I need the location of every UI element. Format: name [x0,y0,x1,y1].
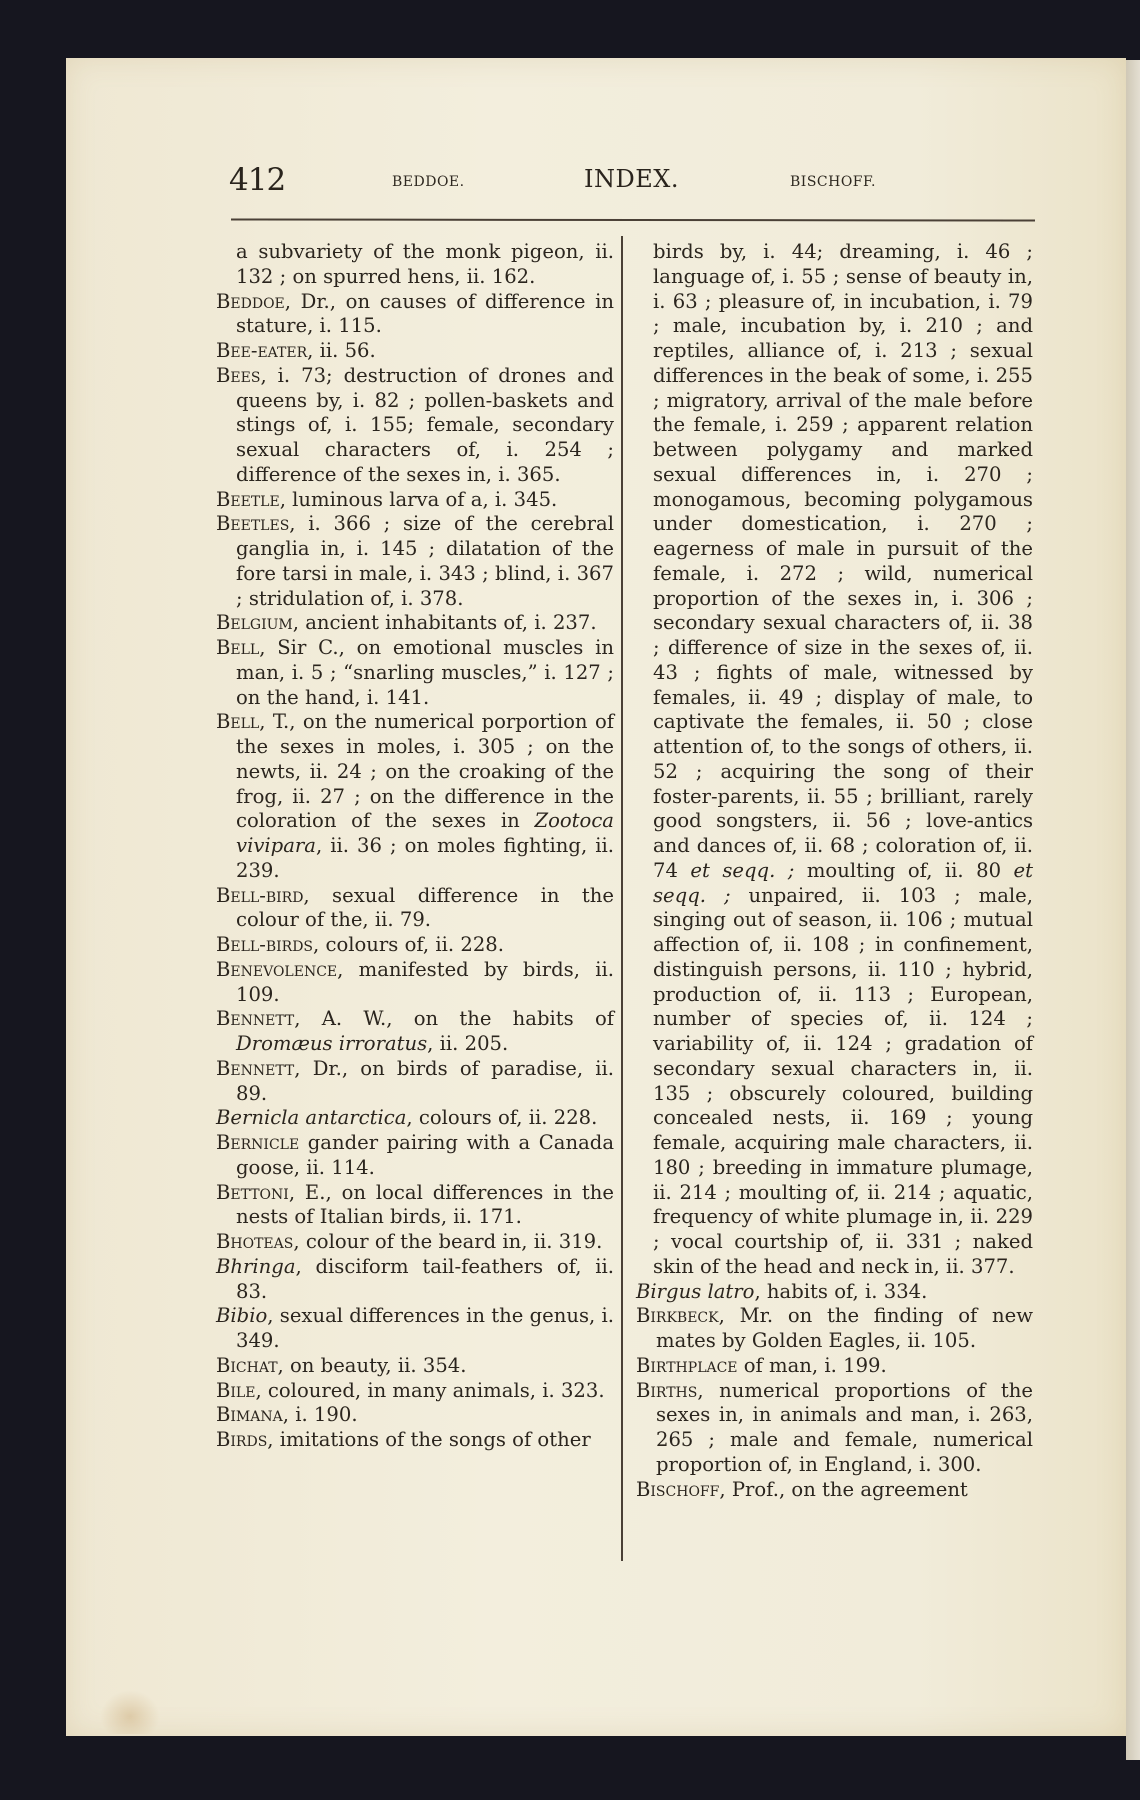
entry-heading: Bile [216,1378,256,1402]
entry-text: , ancient inhabitants of, i. 237. [292,611,597,635]
entry-heading: Bischoff [636,1477,720,1501]
entry-text: , coloured, in many animals, i. 323. [255,1378,605,1402]
entry-heading: Beetles [216,512,290,536]
entry-heading: Bichat [216,1353,278,1377]
entry-heading: Bell-birds [216,933,314,956]
text-run: birds by, i. 44; dreaming, i. 46 ; language of, i. 55 ; sense of beauty in, i. 63 ; pleasure of, in incubation, i. 79 ; male, incubation by, i. 210 ; and reptiles, alliance of, i. 213 ; sexual differences in the beak of some, i. 255 ; migratory, arrival of the male before the female, i. 259 ; apparent relation between polygamy and marked sexual differences in, i. 270 ; monogamous, becoming polygamous under domestication, i. 270 ; eagerness of male in pursuit of the female, i. 272 ; wild, numerical proportion of the sexes in, i. 306 ; secondary sexual characters of, ii. 38 ; difference of size in the sexes of, ii. 43 ; fights of male, witnessed by females, ii. 49 ; display of male, to captivate the females, ii. 50 ; close attention of, to the songs of others, ii. 52 ; acquiring the song of their foster-parents, ii. 55 ; brilliant, rarely good songsters, ii. 56 ; love-antics and dances of, ii. 68 ; coloration of, ii. 74 [653,240,1033,882]
index-entry [216,1131,614,1181]
index-entry [216,1255,614,1305]
index-entry [216,1428,614,1453]
entry-heading: Bees [216,363,261,387]
entry-heading: Birthplace [636,1353,738,1377]
index-entry [216,611,614,636]
index-entry [216,933,614,958]
entry-text: gander pairing with a Canada goose, ii. 114. [236,1131,614,1179]
entry-heading: Bee-eater [216,339,308,362]
index-entry [216,1304,614,1354]
entry-italic-term: Zootoca vivipara [236,809,614,857]
entry-heading: Bibio [216,1304,268,1328]
index-entry [216,1379,614,1404]
entry-text: , Prof., on the agreement [719,1477,968,1501]
right-entry-list [636,1280,1033,1503]
entry-heading: Beddoe [216,289,285,313]
index-entry [216,884,614,934]
index-entry [636,1280,1033,1305]
entry-heading: Bell-bird [216,883,304,907]
entry-text: , Mr. on the finding of new mates by Golden Eagles, ii. 105. [656,1304,1033,1352]
entry-heading: Belgium [216,611,293,635]
index-entry [636,1354,1033,1379]
left-entry-list [216,290,614,1453]
entry-heading: Birkbeck [636,1304,719,1328]
left-column [216,240,614,1453]
continued-entry-birds [636,240,1033,1280]
index-entry [216,364,614,488]
entry-heading: Beetle [216,487,280,511]
index-entry [216,1354,614,1379]
entry-text: , on beauty, ii. 354. [277,1353,467,1377]
entry-text-tail: , ii. 205. [427,1032,509,1055]
text-run: unpaired, ii. 103 ; male, singing out of season, ii. 106 ; mutual affection of, ii. 108 ; in confinement, distinguish persons, ii. 110 ; hybrid, production of, ii. 113 ; European, number of species of, ii. 124 ; variability of, ii. 124 ; gradation of secondary sexual characters in, ii. 135 ; obscurely coloured, building concealed nests, ii. 169 ; young female, acquiring male characters, ii. 180 ; breeding in immature plumage, ii. 214 ; moulting of, ii. 214 ; aquatic, frequency of white plumage in, ii. 229 ; vocal courtship of, ii. 331 ; naked skin of the head and neck in, ii. 377. [653,883,1034,1278]
entry-heading: Bennett [216,1007,295,1031]
column-divider [621,236,623,1561]
entry-text: , Dr., on causes of difference in stature, i. 115. [236,289,614,338]
entry-heading: Bell [216,636,260,659]
entry-heading: Bernicle [216,1131,300,1154]
entry-text: of man, i. 199. [737,1353,887,1377]
entry-text: , colours of, ii. 228. [313,933,504,956]
continued-entry: a subvariety of the monk pigeon, ii. 132 ; on spurred hens, ii. 162. [236,240,614,288]
entry-text: , manifested by birds, ii. 109. [236,957,614,1006]
entry-heading: Bimana [216,1403,283,1427]
entry-heading: Births [636,1378,698,1402]
entry-italic-term: Dromæus irroratus [236,1032,428,1055]
entry-heading: Benevolence [216,957,338,981]
entry-heading: Bell [216,710,260,734]
entry-text: , imitations of the songs of other [267,1428,591,1451]
index-entry [636,1478,1033,1503]
right-column [636,240,1033,1502]
index-entry [216,1007,614,1057]
entry-text-tail: , ii. 36 ; on moles fighting, ii. 239. [236,834,614,882]
entry-text: , Dr., on birds of paradise, ii. 89. [236,1056,614,1105]
entry-text: , i. 190. [282,1403,358,1427]
index-entry [216,1057,614,1107]
index-entry [216,1181,614,1231]
entry-heading: Bernicla antarctica [216,1106,407,1130]
entry-text: , sexual differences in the genus, i. 349. [236,1304,614,1352]
entry-heading: Birgus latro [636,1279,755,1303]
entry-text: , sexual difference in the colour of the, ii. 79. [236,883,614,932]
index-entry [216,339,614,364]
entry-text: , luminous larva of a, i. 345. [279,487,558,511]
page-title: INDEX. [584,165,679,193]
index-entry [216,512,614,611]
entry-text: , ii. 56. [307,339,376,362]
index-entry [216,488,614,513]
index-entry [216,290,614,340]
index-entry [216,636,614,710]
page-number: 412 [229,162,286,198]
paper-stain [100,1690,160,1734]
entry-text: , A. W., on the habits of [294,1007,614,1031]
index-entry [216,1230,614,1255]
entry-text: , colour of the beard in, ii. 319. [293,1230,603,1253]
running-head-first-entry: BEDDOE. [392,174,465,190]
entry-text: , i. 73; destruction of drones and queens by, i. 82 ; pollen-baskets and stings of, i. 155; female, secondary sexual characters of, i. 254 ; difference of the sexes in, i. 365. [236,363,614,486]
entry-text: , E., on local differences in the nests of Italian birds, ii. 171. [236,1180,614,1229]
text-run-italic: et seqq. ; [653,858,1033,907]
entry-heading: Birds [216,1428,268,1451]
entry-text: , numerical proportions of the sexes in, in animals and man, i. 263, 265 ; male and female, numerical proportion of, in England, i. 300. [656,1378,1033,1476]
entry-text: , i. 366 ; size of the cerebral ganglia in, i. 145 ; dilatation of the fore tarsi in male, i. 343 ; blind, i. 367 ; stridulation of, i. 378. [236,512,614,610]
running-head-last-entry: BISCHOFF. [790,174,877,190]
index-entry [216,1106,614,1131]
index-entry [216,958,614,1008]
index-entry [216,1403,614,1428]
index-entry [636,1304,1033,1354]
entry-heading: Bettoni [216,1180,289,1204]
entry-text: , T., on the numerical porportion of the sexes in moles, i. 305 ; on the newts, ii. 24 ; on the croaking of the frog, ii. 27 ; on the difference in the coloration of the sexes in [236,710,614,833]
next-page-edge [1126,60,1140,1760]
entry-heading: Bhringa [216,1254,296,1278]
text-run: moulting of, ii. 80 [794,858,1014,882]
text-run-italic: et seqq. ; [690,858,795,882]
entry-text: , habits of, i. 334. [754,1279,928,1303]
entry-heading: Bhoteas [216,1230,294,1253]
entry-text: , disciform tail-feathers of, ii. 83. [236,1254,614,1303]
entry-heading: Bennett [216,1056,295,1080]
entry-text: , colours of, ii. 228. [406,1106,598,1130]
index-entry [636,1379,1033,1478]
entry-text: , Sir C., on emotional muscles in man, i. 5 ; “snarling muscles,” i. 127 ; on the hand, i. 141. [236,636,614,709]
index-entry [216,710,614,883]
